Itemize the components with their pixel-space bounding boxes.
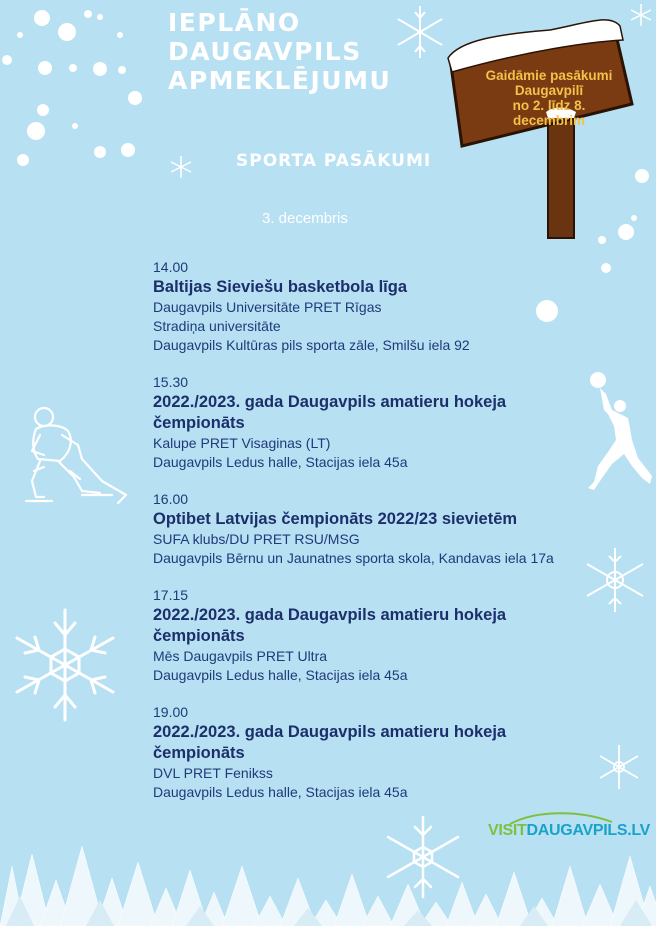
event-detail: Daugavpils Universitāte PRET Rīgas <box>153 299 382 315</box>
event-item <box>153 258 593 355</box>
logo-text-visit: VISIT <box>488 822 527 839</box>
event-title: čempionāts <box>153 414 245 432</box>
sign-text <box>474 68 624 128</box>
event-title: 2022./2023. gada Daugavpils amatieru hokeja <box>153 393 507 411</box>
snowflake-icon <box>594 742 644 792</box>
event-item <box>153 373 593 472</box>
sign-line: no 2. līdz 8. <box>512 98 586 113</box>
event-detail: DVL PRET Fenikss <box>153 765 273 781</box>
page-title <box>168 8 391 95</box>
event-item <box>153 586 593 685</box>
snowflake-icon <box>168 154 194 180</box>
logo-swoosh <box>488 812 638 826</box>
event-time: 19.00 <box>153 704 189 720</box>
title-line: APMEKLĒJUMU <box>168 66 392 95</box>
event-time: 17.15 <box>153 587 189 603</box>
event-item <box>153 490 593 568</box>
event-title: čempionāts <box>153 627 245 645</box>
snowflake-icon <box>5 605 125 725</box>
event-detail: Kalupe PRET Visaginas (LT) <box>153 435 331 451</box>
event-time: 15.30 <box>153 374 189 390</box>
event-detail: SUFA klubs/DU PRET RSU/MSG <box>153 531 360 547</box>
winter-trees-icon <box>0 826 656 934</box>
event-time: 14.00 <box>153 259 189 275</box>
event-time: 16.00 <box>153 491 189 507</box>
event-title: 2022./2023. gada Daugavpils amatieru hokeja <box>153 723 507 741</box>
snow-dots-decoration <box>0 0 160 180</box>
event-location: Daugavpils Kultūras pils sporta zāle, Smilšu iela 92 <box>153 337 470 353</box>
title-line: DAUGAVPILS <box>168 37 362 66</box>
event-detail: Stradiņa universitāte <box>153 318 281 334</box>
section-title: SPORTA PASĀKUMI <box>236 151 432 171</box>
event-location: Daugavpils Ledus halle, Stacijas iela 45a <box>153 667 408 683</box>
event-location: Daugavpils Bērnu un Jaunatnes sporta skola, Kandavas iela 17a <box>153 550 554 566</box>
sign-line: Gaidāmie pasākumi <box>485 68 613 83</box>
sign-line: decembrim <box>512 113 586 128</box>
event-title: Optibet Latvijas čempionāts 2022/23 sievietēm <box>153 510 518 528</box>
event-detail: Mēs Daugavpils PRET Ultra <box>153 648 328 664</box>
logo-text-domain: DAUGAVPILS.LV <box>526 822 651 839</box>
date-heading: 3. decembris <box>262 210 348 227</box>
event-location: Daugavpils Ledus halle, Stacijas iela 45a <box>153 784 408 800</box>
event-location: Daugavpils Ledus halle, Stacijas iela 45a <box>153 454 408 470</box>
event-title: 2022./2023. gada Daugavpils amatieru hokeja <box>153 606 507 624</box>
bottom-strip <box>0 926 656 934</box>
event-title: čempionāts <box>153 744 245 762</box>
hockey-player-icon <box>22 405 132 515</box>
event-title: Baltijas Sieviešu basketbola līga <box>153 278 408 296</box>
sign-line: Daugavpilī <box>514 83 584 98</box>
title-line: IEPLĀNO <box>168 8 301 37</box>
event-item <box>153 703 593 802</box>
